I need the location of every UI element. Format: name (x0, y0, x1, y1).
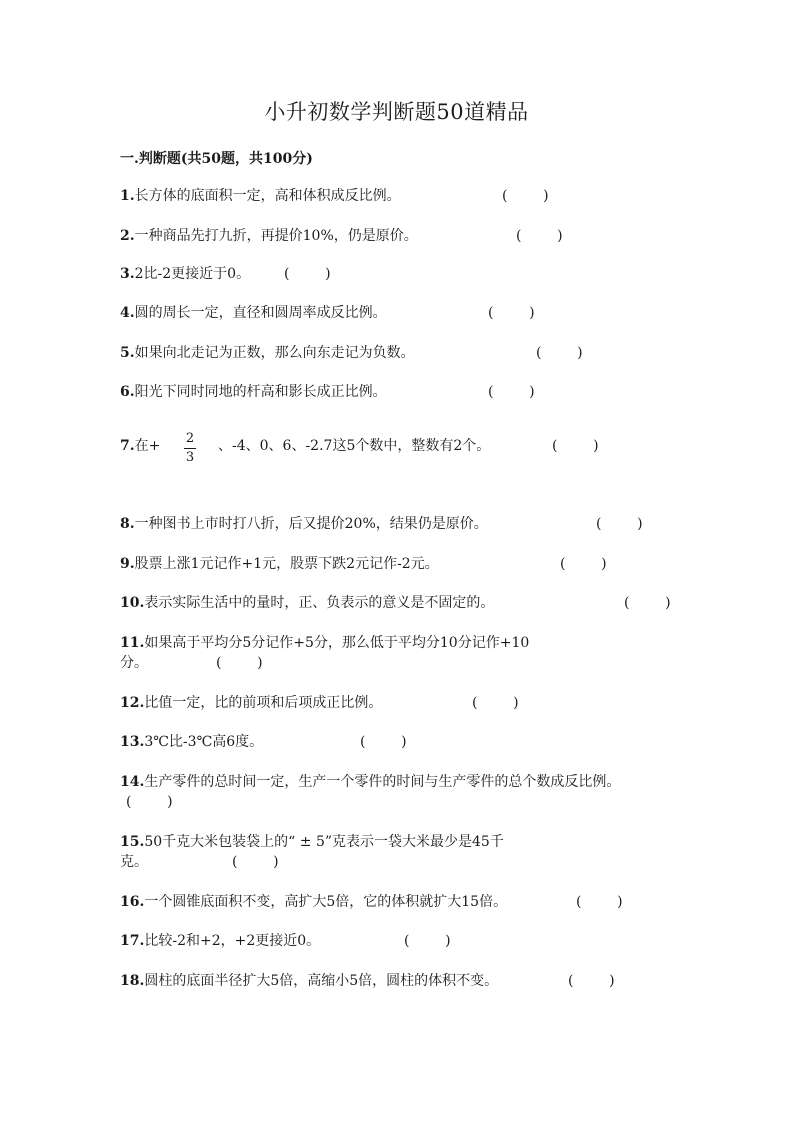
question-number: 6. (120, 384, 135, 400)
question-12 (120, 693, 382, 713)
question-text: 如果向北走记为正数，那么向东走记为负数。 (134, 345, 415, 361)
question-number: 2. (120, 228, 135, 244)
question-14 (120, 772, 620, 792)
question-number: 3. (120, 266, 135, 282)
question-number: 17. (120, 933, 145, 949)
question-text: 生产零件的总时间一定，生产一个零件的时间与生产零件的总个数成反比例。 (144, 774, 621, 790)
section-heading: 一.判断题(共50题，共100分) (120, 151, 313, 167)
question-number: 7. (120, 438, 135, 454)
answer-blank: ( ) (232, 854, 279, 870)
answer-blank: ( ) (568, 973, 615, 989)
answer-blank: ( ) (488, 305, 535, 321)
question-7 (120, 436, 160, 456)
question-text: 表示实际生活中的量时，正、负表示的意义是不固定的。 (144, 595, 495, 611)
question-text: 阳光下同时同地的杆高和影长成正比例。 (134, 384, 387, 400)
answer-blank: ( ) (552, 438, 599, 454)
question-text: 比值一定，比的前项和后项成正比例。 (144, 695, 383, 711)
question-text: 股票上涨1元记作+1元，股票下跌2元记作-2元。 (134, 556, 439, 572)
question-text: 2比-2更接近于0。 (134, 266, 251, 282)
question-10 (120, 593, 494, 613)
question-15 (120, 832, 504, 852)
fraction-two-thirds (183, 430, 197, 467)
question-number: 12. (120, 695, 145, 711)
question-text: 比较-2和+2，+2更接近0。 (144, 933, 321, 949)
answer-blank: ( ) (624, 595, 671, 611)
question-text: 一个圆锥底面积不变，高扩大5倍，它的体积就扩大15倍。 (144, 894, 508, 910)
answer-blank: ( ) (284, 266, 331, 282)
question-text: 克。 (120, 854, 148, 870)
question-number: 4. (120, 305, 135, 321)
question-7-continued (218, 436, 490, 456)
question-number: 14. (120, 774, 145, 790)
question-18 (120, 971, 498, 991)
question-text: 如果高于平均分5分记作+5分，那么低于平均分10分记作+10 (144, 635, 530, 651)
question-number: 8. (120, 516, 135, 532)
question-number: 15. (120, 834, 145, 850)
question-17 (120, 931, 320, 951)
fraction-numerator: 2 (185, 431, 195, 446)
answer-blank: ( ) (216, 655, 263, 671)
question-number: 9. (120, 556, 135, 572)
answer-blank: ( ) (596, 516, 643, 532)
question-number: 16. (120, 894, 145, 910)
question-text: 一种图书上市时打八折，后又提价20%，结果仍是原价。 (134, 516, 488, 532)
answer-blank: ( ) (488, 384, 535, 400)
question-text: 50千克大米包装袋上的“ ± 5”克表示一袋大米最少是45千 (144, 834, 504, 850)
page-title: 小升初数学判断题50道精品 (264, 100, 529, 124)
answer-blank: ( ) (576, 894, 623, 910)
question-2 (120, 226, 418, 246)
fraction-denominator: 3 (185, 450, 195, 465)
question-1 (120, 186, 401, 206)
question-4 (120, 303, 387, 323)
question-text: 在+ (134, 438, 161, 454)
question-number: 18. (120, 973, 145, 989)
answer-blank: ( ) (502, 188, 549, 204)
answer-blank: ( ) (472, 695, 519, 711)
answer-blank: ( ) (536, 345, 583, 361)
question-number: 11. (120, 635, 145, 651)
question-text: 一种商品先打九折，再提价10%，仍是原价。 (134, 228, 418, 244)
question-text: 圆的周长一定，直径和圆周率成反比例。 (134, 305, 387, 321)
answer-blank: ( ) (360, 734, 407, 750)
answer-blank: ( ) (404, 933, 451, 949)
question-8 (120, 514, 488, 534)
question-11 (120, 633, 529, 653)
question-number: 5. (120, 345, 135, 361)
question-16 (120, 892, 507, 912)
question-text: 3℃比-3℃高6度。 (144, 734, 264, 750)
question-5 (120, 343, 415, 363)
question-9 (120, 554, 439, 574)
question-3 (120, 264, 250, 284)
question-text: 、-4、0、6、-2.7这5个数中，整数有2个。 (218, 438, 491, 454)
question-number: 1. (120, 188, 135, 204)
answer-blank: ( ) (516, 228, 563, 244)
question-text: 分。 (120, 655, 148, 671)
question-number: 10. (120, 595, 145, 611)
question-13 (120, 732, 263, 752)
answer-blank: ( ) (126, 794, 173, 810)
question-15-line-2 (120, 852, 148, 872)
question-11-line-2 (120, 653, 148, 673)
question-number: 13. (120, 734, 145, 750)
question-6 (120, 382, 387, 402)
question-text: 圆柱的底面半径扩大5倍，高缩小5倍，圆柱的体积不变。 (144, 973, 499, 989)
question-text: 长方体的底面积一定，高和体积成反比例。 (134, 188, 401, 204)
answer-blank: ( ) (560, 556, 607, 572)
